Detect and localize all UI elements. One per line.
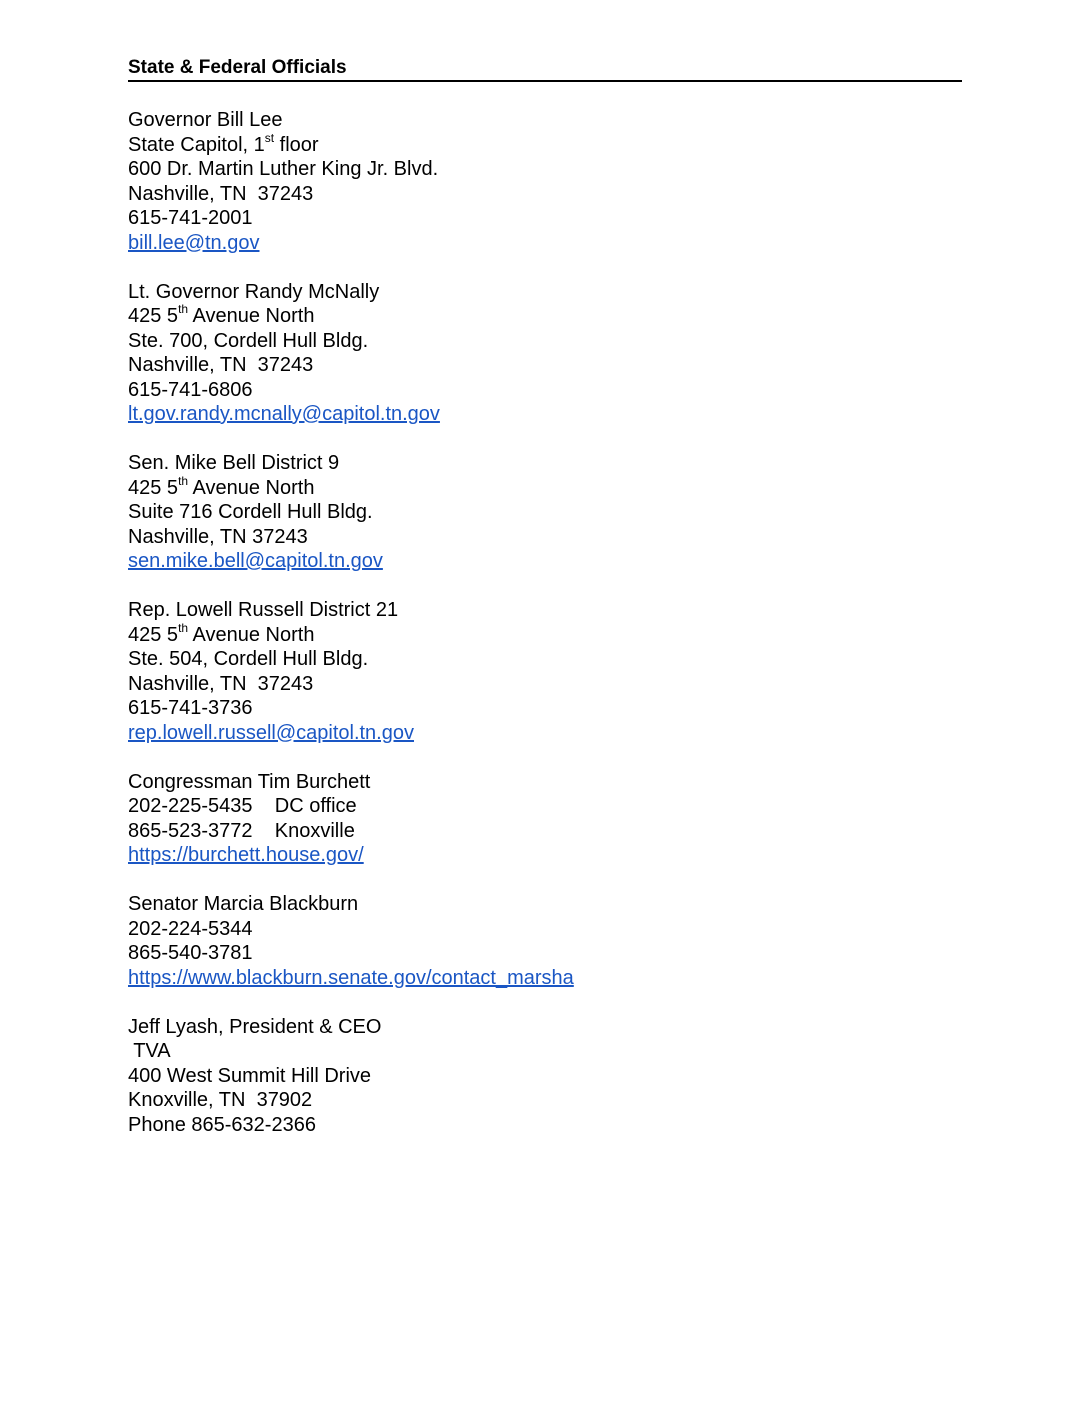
contact-address-line: 600 Dr. Martin Luther King Jr. Blvd. — [128, 158, 439, 180]
contact-name: Rep. Lowell Russell District 21 — [128, 599, 399, 621]
contact-email-link[interactable]: bill.lee@tn.gov — [128, 231, 260, 254]
contact-phone: 615-741-2001 — [128, 207, 253, 229]
contact-name: Sen. Mike Bell District 9 — [128, 452, 340, 474]
contact-list — [128, 108, 962, 1162]
contact-name: Congressman Tim Burchett — [128, 770, 371, 793]
contact-address-line — [128, 620, 962, 648]
contact-lt-governor — [128, 280, 962, 427]
contact-name: Governor Bill Lee — [128, 109, 283, 131]
address-text: Avenue North — [188, 476, 315, 499]
contact-city-line: Nashville, TN 37243 — [128, 182, 314, 205]
contact-email-link[interactable]: lt.gov.randy.mcnally@capitol.tn.gov — [128, 403, 440, 425]
ordinal-suffix: th — [178, 473, 189, 488]
contact-website-link[interactable]: https://www.blackburn.senate.gov/contact_marsha — [128, 966, 574, 989]
contact-phone: 202-224-5344 — [128, 917, 253, 940]
contact-phone: 615-741-6806 — [128, 378, 253, 401]
contact-email-link[interactable]: rep.lowell.russell@capitol.tn.gov — [128, 721, 414, 744]
contact-phone: 202-225-5435 DC office — [128, 795, 357, 817]
contact-name: Jeff Lyash, President & CEO — [128, 1015, 382, 1038]
contact-congressman-burchett — [128, 770, 962, 868]
address-text: 425 5 — [128, 476, 179, 499]
heading-text: State & Federal Officials — [128, 57, 347, 78]
contact-phone: 865-523-3772 Knoxville — [128, 819, 355, 842]
contact-address-line — [128, 130, 962, 158]
address-text: Avenue North — [188, 623, 315, 646]
contact-email-link[interactable]: sen.mike.bell@capitol.tn.gov — [128, 550, 383, 572]
contact-tva — [128, 1015, 962, 1138]
address-text: floor — [274, 133, 319, 156]
ordinal-suffix: st — [264, 130, 275, 145]
contact-address-line — [128, 473, 962, 501]
contact-phone: 615-741-3736 — [128, 697, 253, 719]
contact-rep-russell — [128, 598, 962, 745]
address-text: State Capitol, 1 — [128, 133, 265, 156]
contact-city-line: Nashville, TN 37243 — [128, 525, 308, 548]
contact-address-line: Ste. 504, Cordell Hull Bldg. — [128, 648, 369, 670]
ordinal-suffix: th — [178, 620, 189, 635]
address-text: 425 5 — [128, 305, 179, 327]
contact-address-line: Ste. 700, Cordell Hull Bldg. — [128, 329, 369, 352]
ordinal-suffix: th — [178, 302, 189, 316]
contact-phone: 865-540-3781 — [128, 942, 253, 964]
contact-address-line: Suite 716 Cordell Hull Bldg. — [128, 501, 373, 523]
address-text: Avenue North — [188, 305, 315, 327]
contact-city-line: Nashville, TN 37243 — [128, 672, 314, 695]
contact-senator-bell — [128, 451, 962, 574]
contact-website-link[interactable]: https://burchett.house.gov/ — [128, 844, 364, 866]
contact-city-line: Nashville, TN 37243 — [128, 354, 314, 376]
contact-address-line: 400 West Summit Hill Drive — [128, 1064, 372, 1087]
contact-senator-blackburn — [128, 892, 962, 990]
contact-organization: TVA — [128, 1040, 171, 1062]
contact-phone: Phone 865-632-2366 — [128, 1113, 316, 1136]
section-heading — [128, 56, 962, 82]
contact-name: Senator Marcia Blackburn — [128, 893, 359, 915]
contact-governor — [128, 108, 962, 255]
contact-address-line — [128, 304, 962, 329]
contact-name: Lt. Governor Randy McNally — [128, 280, 380, 303]
address-text: 425 5 — [128, 623, 179, 646]
contact-city-line: Knoxville, TN 37902 — [128, 1089, 313, 1111]
